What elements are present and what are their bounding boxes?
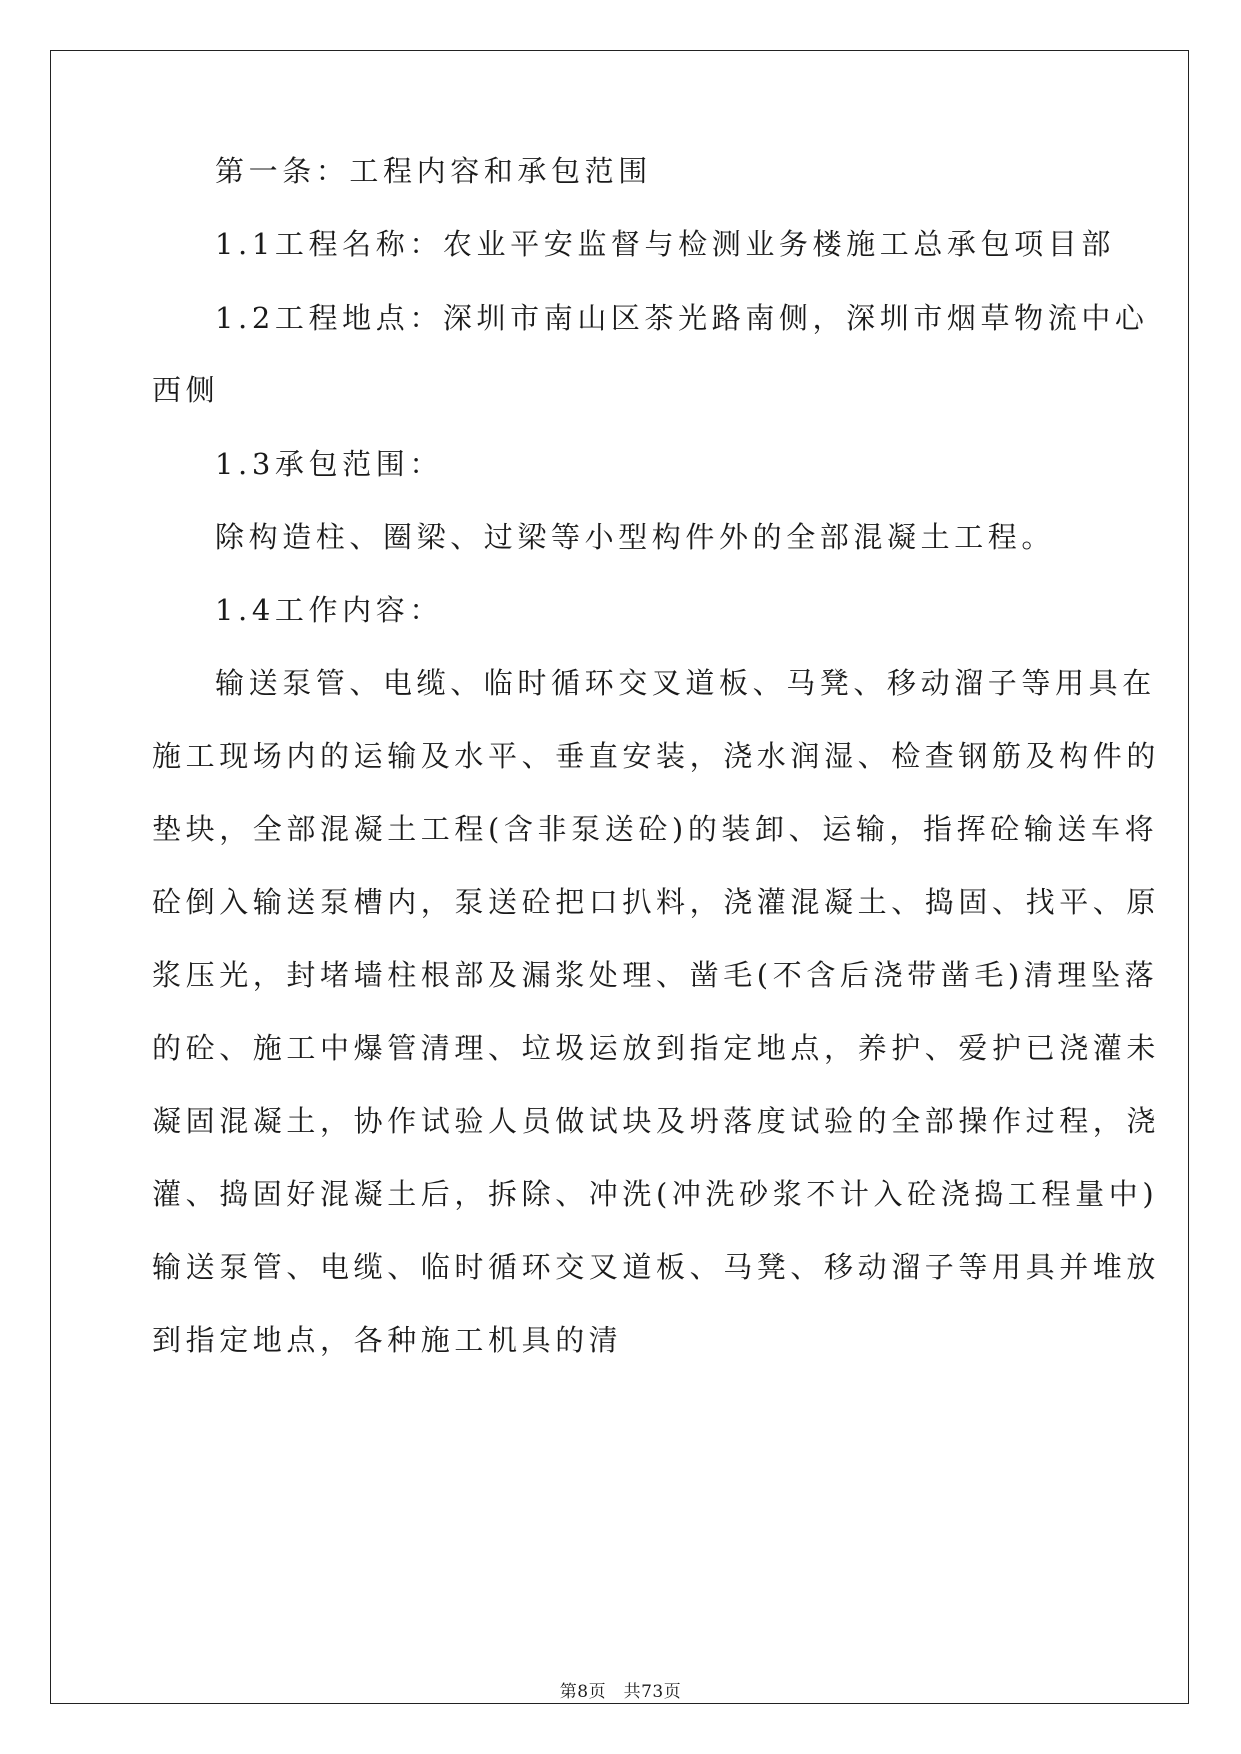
paragraph-line: 垫块，全部混凝土工程(含非泵送砼)的装卸、运输，指挥砼输送车将 [152,812,1159,846]
paragraph-line: 1.2工程地点：深圳市南山区茶光路南侧，深圳市烟草物流中心 [215,301,1149,335]
paragraph-line: 到指定地点，各种施工机具的清 [152,1323,623,1357]
paragraph-line: 的砼、施工中爆管清理、垃圾运放到指定地点，养护、爱护已浇灌未 [152,1031,1161,1065]
paragraph-line: 除构造柱、圈梁、过梁等小型构件外的全部混凝土工程。 [215,520,1056,554]
paragraph-line: 凝固混凝土，协作试验人员做试块及坍落度试验的全部操作过程，浇 [152,1104,1161,1138]
paragraph-line: 灌、捣固好混凝土后，拆除、冲洗(冲洗砂浆不计入砼浇捣工程量中) [152,1177,1159,1211]
paragraph-line: 输送泵管、电缆、临时循环交叉道板、马凳、移动溜子等用具在 [215,666,1156,700]
paragraph-line: 1.3承包范围： [215,447,443,481]
paragraph-line: 输送泵管、电缆、临时循环交叉道板、马凳、移动溜子等用具并堆放 [152,1250,1161,1284]
paragraph-line: 浆压光，封堵墙柱根部及漏浆处理、凿毛(不含后浇带凿毛)清理坠落 [152,958,1159,992]
paragraph-line: 西侧 [152,373,220,407]
paragraph-line: 砼倒入输送泵槽内，泵送砼把口扒料，浇灌混凝土、捣固、找平、原 [152,885,1161,919]
paragraph-line: 1.4工作内容： [215,593,443,627]
section-heading: 第一条：工程内容和承包范围 [215,154,652,188]
paragraph-line: 施工现场内的运输及水平、垂直安装，浇水润湿、检查钢筋及构件的 [152,739,1161,773]
page-number-footer: 第8页 共73页 [559,1682,682,1702]
paragraph-line: 1.1工程名称：农业平安监督与检测业务楼施工总承包项目部 [215,227,1115,261]
